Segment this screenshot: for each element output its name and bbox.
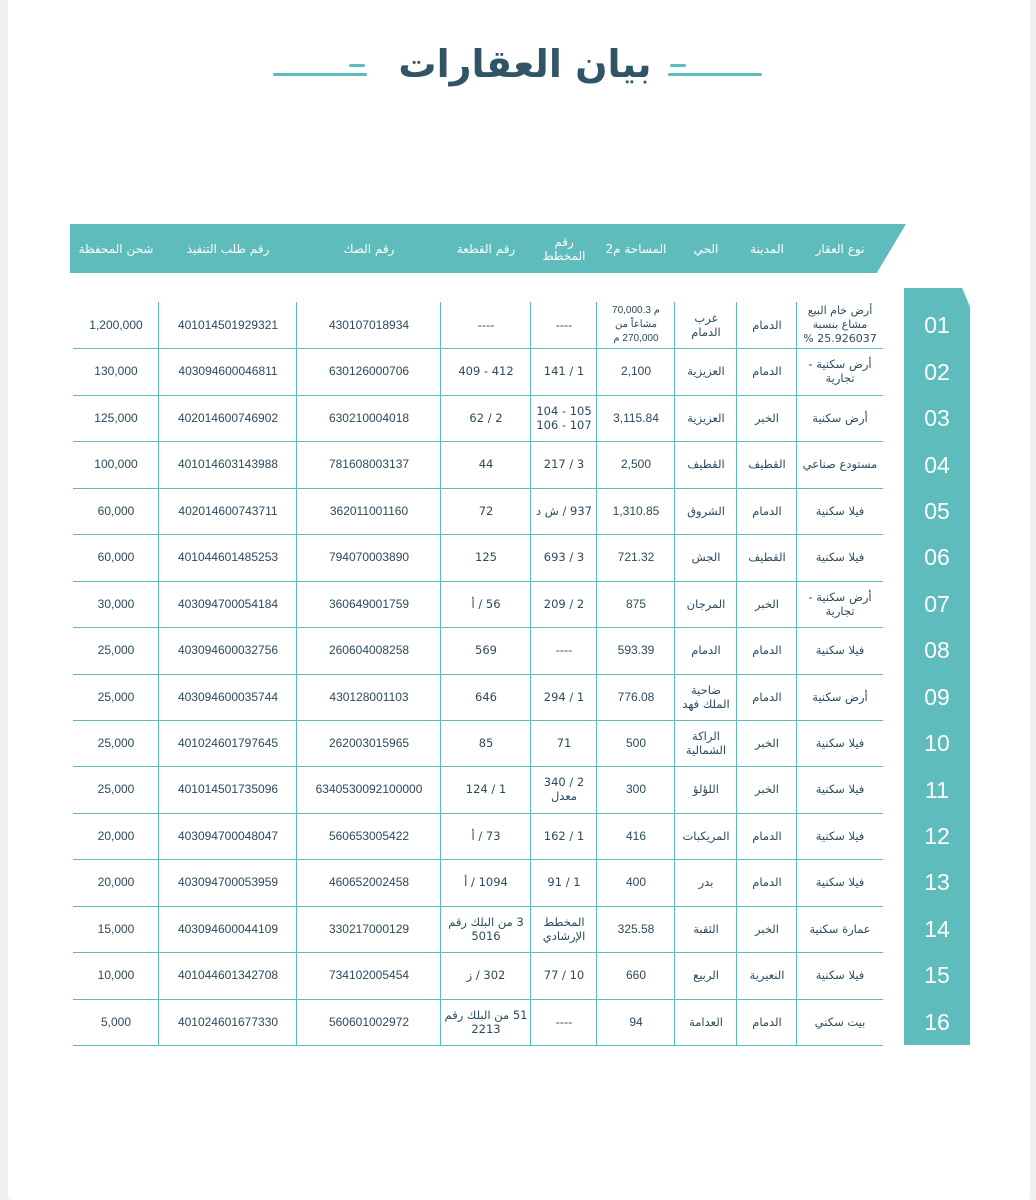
row-number: 03 (924, 405, 950, 431)
cell-plot: 1094 / أ (464, 875, 508, 889)
cell-plan: 1 / 91 (547, 875, 581, 889)
cell-area: 1,310.85 (612, 504, 660, 518)
cell-request: 402014600746902 (177, 411, 279, 425)
row-number: 06 (924, 544, 950, 570)
cell-plan: ---- (555, 643, 573, 657)
cell-charge: 60,000 (97, 550, 135, 564)
cell-request: 403094700048047 (177, 829, 279, 843)
cell-plan: 937 / ش د (536, 504, 592, 518)
cell-area: 3,115.84 (613, 411, 659, 425)
cell-area: 416 (625, 829, 647, 843)
cell-plot: 44 (478, 457, 494, 471)
header-col-type: نوع العقار (815, 241, 865, 256)
row-number: 13 (924, 869, 950, 895)
cell-city: الدمام (752, 504, 782, 518)
cell-charge: 25,000 (97, 782, 135, 796)
header-col-plan: رقم المخطط (542, 234, 586, 263)
cell-request: 403094600032756 (177, 643, 279, 657)
cell-type: مستودع صناعي (802, 457, 878, 471)
cell-type: فيلا سكنية (815, 782, 865, 796)
cell-city: الدمام (752, 690, 782, 704)
cell-area: 593.39 (617, 643, 655, 657)
cell-city: الخبر (755, 597, 779, 611)
cell-deed: 794070003890 (328, 550, 410, 564)
cell-plot: ---- (477, 318, 495, 332)
cell-charge: 60,000 (97, 504, 135, 518)
cell-city: القطيف (748, 550, 786, 564)
cell-deed: 260604008258 (328, 643, 410, 657)
cell-plot: 646 (475, 690, 497, 704)
cell-district: الدمام (691, 643, 721, 657)
cell-charge: 25,000 (97, 736, 135, 750)
cell-deed: 430128001103 (329, 690, 409, 704)
row-number: 15 (924, 962, 950, 988)
cell-city: الدمام (752, 318, 782, 332)
page-title: بيان العقارات (398, 42, 652, 86)
row-number: 08 (924, 637, 950, 663)
cell-request: 401044601485253 (177, 550, 279, 564)
cell-city: القطيف (748, 457, 786, 471)
cell-type: فيلا سكنية (815, 736, 865, 750)
cell-request: 403094600035744 (177, 690, 279, 704)
cell-type: أرض سكنية (812, 411, 868, 425)
cell-plan: 10 / 77 (543, 968, 585, 982)
cell-deed: 781608003137 (328, 457, 410, 471)
cell-plan: ---- (555, 1015, 573, 1029)
cell-district: الشروق (687, 504, 725, 518)
cell-deed: 734102005454 (328, 968, 410, 982)
cell-request: 403094600046811 (178, 364, 278, 378)
cell-plot: 125 (475, 550, 497, 564)
cell-type: فيلا سكنية (815, 829, 865, 843)
cell-district: اللؤلؤ (693, 782, 719, 796)
cell-plot: 51 من البلك رقم 2213 (444, 1008, 528, 1036)
cell-plan: 1 / 294 (543, 690, 585, 704)
header-col-plot: رقم القطعة (456, 241, 516, 256)
row-number: 14 (924, 916, 950, 942)
cell-charge: 100,000 (94, 457, 138, 471)
row-number: 11 (925, 777, 949, 803)
header-col-deed: رقم الصك (343, 241, 395, 256)
cell-request: 401014501735096 (177, 782, 279, 796)
cell-city: الدمام (752, 1015, 782, 1029)
row-divider (73, 1045, 883, 1046)
cell-type: أرض سكنية - تجارية (808, 590, 872, 618)
cell-request: 403094700053959 (177, 875, 279, 889)
cell-charge: 1,200,000 (89, 318, 143, 332)
cell-type: أرض سكنية (812, 690, 868, 704)
cell-request: 401044601342708 (177, 968, 279, 982)
cell-request: 401014501929321 (177, 318, 279, 332)
cell-plot: 3 من البلك رقم 5016 (448, 915, 524, 943)
cell-district: ضاحية الملك فهد (682, 683, 730, 711)
header-col-city: المدينة (750, 241, 784, 256)
cell-plan: المخطط الإرشادي (542, 915, 586, 943)
cell-plan: 71 (556, 736, 572, 750)
cell-city: الدمام (752, 643, 782, 657)
cell-deed: 360649001759 (328, 597, 410, 611)
cell-type: أرض سكنية - تجارية (808, 357, 872, 385)
header-col-request: رقم طلب التنفيذ (186, 241, 270, 256)
cell-plot: 412 - 409 (458, 364, 514, 378)
cell-district: غرب الدمام (691, 311, 721, 339)
title-decor-left-line (273, 73, 367, 76)
cell-request: 401014603143988 (177, 457, 279, 471)
cell-area: 300 (625, 782, 647, 796)
cell-plot: 302 / ز (466, 968, 506, 982)
cell-type: أرض خام البيع مشاع بنسبة 25.926037 % (803, 304, 877, 345)
cell-charge: 20,000 (97, 829, 135, 843)
cell-deed: 262003015965 (328, 736, 410, 750)
row-number: 12 (924, 823, 950, 849)
cell-plot: 1 / 124 (465, 782, 507, 796)
cell-plan: 105 - 104 107 - 106 (536, 404, 592, 432)
cell-city: الدمام (752, 875, 782, 889)
cell-deed: 430107018934 (328, 318, 410, 332)
cell-charge: 10,000 (97, 968, 135, 982)
row-number: 02 (924, 359, 950, 385)
cell-area: 2,100 (620, 364, 652, 378)
cell-area: 500 (625, 736, 647, 750)
cell-district: الثقبة (693, 922, 719, 936)
cell-deed: 630210004018 (328, 411, 410, 425)
cell-area: 875 (625, 597, 647, 611)
cell-request: 403094700054184 (177, 597, 279, 611)
cell-plot: 72 (478, 504, 494, 518)
row-number: 05 (924, 498, 950, 524)
cell-city: النعيرية (749, 968, 785, 982)
cell-district: بدر (698, 875, 714, 889)
cell-plot: 73 / أ (471, 829, 501, 843)
cell-district: الربيع (693, 968, 719, 982)
cell-deed: 330217000129 (328, 922, 410, 936)
cell-plot: 85 (478, 736, 494, 750)
cell-charge: 125,000 (94, 411, 138, 425)
cell-charge: 25,000 (97, 690, 135, 704)
cell-type: فيلا سكنية (815, 643, 865, 657)
row-number: 07 (924, 591, 950, 617)
cell-type: بيت سكني (814, 1015, 866, 1029)
cell-plan: 2 / 209 (543, 597, 585, 611)
cell-deed: 560653005422 (328, 829, 410, 843)
cell-city: الخبر (755, 922, 779, 936)
cell-deed: 362011001160 (329, 504, 409, 518)
cell-district: القطيف (687, 457, 725, 471)
cell-request: 402014600743711 (178, 504, 278, 518)
header-col-charge: شحن المحفظة (78, 241, 154, 256)
cell-type: عمارة سكنية (809, 922, 871, 936)
cell-plot: 569 (475, 643, 497, 657)
title-decor-right-dash (670, 64, 686, 67)
row-number: 16 (924, 1009, 950, 1035)
cell-district: العزيزية (687, 364, 725, 378)
cell-area: 2,500 (620, 457, 652, 471)
cell-plan: 2 / 340 معدل (543, 775, 585, 803)
cell-city: الدمام (752, 364, 782, 378)
cell-plan: ---- (555, 318, 573, 332)
cell-area: 70,000.3 م مشاعاً من 270,000 م (612, 305, 660, 344)
cell-district: العزيزية (687, 411, 725, 425)
cell-deed: 630126000706 (328, 364, 410, 378)
cell-charge: 30,000 (97, 597, 135, 611)
cell-district: المرجان (686, 597, 726, 611)
cell-district: الراكة الشمالية (685, 729, 727, 757)
cell-request: 401024601797645 (177, 736, 279, 750)
cell-plan: 3 / 217 (543, 457, 585, 471)
row-number: 10 (924, 730, 950, 756)
cell-request: 403094600044109 (177, 922, 279, 936)
cell-charge: 15,000 (97, 922, 135, 936)
cell-plan: 3 / 693 (543, 550, 585, 564)
cell-area: 94 (629, 1015, 643, 1029)
header-col-area: المساحة م2 (605, 241, 667, 256)
cell-area: 400 (625, 875, 647, 889)
cell-request: 401024601677330 (177, 1015, 279, 1029)
cell-city: الخبر (755, 411, 779, 425)
cell-type: فيلا سكنية (815, 875, 865, 889)
cell-district: المريكبات (682, 829, 730, 843)
cell-charge: 130,000 (94, 364, 138, 378)
cell-area: 721.32 (617, 550, 655, 564)
cell-city: الخبر (755, 782, 779, 796)
cell-plot: 56 / أ (471, 597, 501, 611)
row-number: 01 (924, 312, 950, 338)
cell-deed: 560601002972 (328, 1015, 410, 1029)
cell-type: فيلا سكنية (815, 504, 865, 518)
cell-city: الخبر (755, 736, 779, 750)
cell-plot: 2 / 62 (469, 411, 503, 425)
row-number: 09 (924, 684, 950, 710)
cell-charge: 20,000 (97, 875, 135, 889)
cell-area: 325.58 (617, 922, 655, 936)
cell-deed: 6340530092100000 (315, 782, 423, 796)
cell-district: الجش (691, 550, 721, 564)
cell-plan: 1 / 141 (543, 364, 585, 378)
cell-charge: 5,000 (100, 1015, 132, 1029)
cell-area: 660 (625, 968, 647, 982)
cell-charge: 25,000 (97, 643, 135, 657)
cell-city: الدمام (752, 829, 782, 843)
header-col-district: الحي (693, 241, 719, 256)
row-number: 04 (924, 452, 950, 478)
cell-plan: 1 / 162 (543, 829, 585, 843)
cell-type: فيلا سكنية (815, 550, 865, 564)
cell-deed: 460652002458 (328, 875, 410, 889)
cell-type: فيلا سكنية (815, 968, 865, 982)
cell-district: العدامة (689, 1015, 723, 1029)
cell-area: 776.08 (617, 690, 655, 704)
title-decor-right-line (668, 73, 762, 76)
